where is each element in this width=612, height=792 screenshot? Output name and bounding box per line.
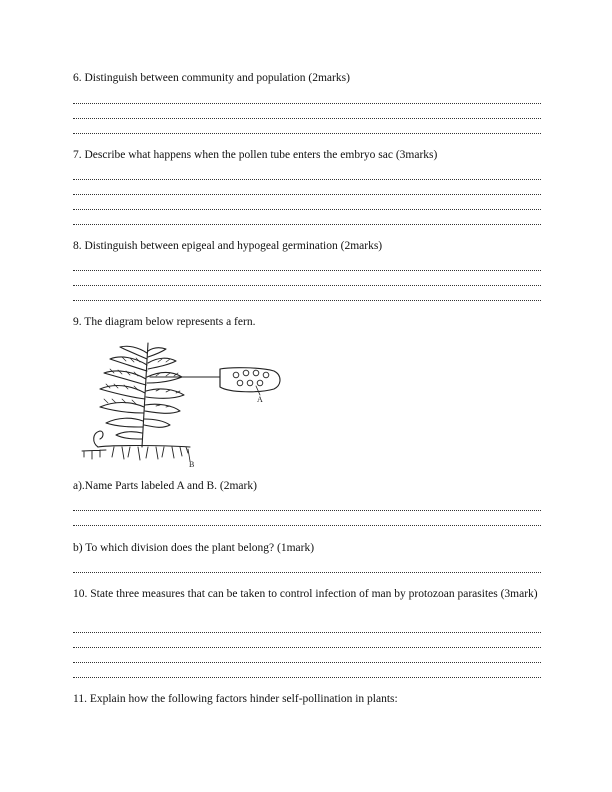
fern-pinnae-right <box>144 348 184 428</box>
fern-pinnae-left <box>100 346 147 439</box>
answer-line <box>73 656 541 663</box>
answer-line <box>73 566 541 573</box>
answer-line <box>73 173 541 180</box>
answer-line <box>73 519 541 526</box>
answer-line <box>73 127 541 134</box>
label-a-pointer <box>256 386 260 395</box>
question-6: 6. Distinguish between community and population (2marks) <box>73 72 350 84</box>
question-7: 7. Describe what happens when the pollen tube enters the embryo sac (3marks) <box>73 149 438 161</box>
answer-line <box>73 218 541 225</box>
question-9a: a).Name Parts labeled A and B. (2mark) <box>73 480 257 492</box>
answer-line <box>73 112 541 119</box>
fern-diagram <box>70 335 290 470</box>
answer-line <box>73 671 541 678</box>
question-9b: b) To which division does the plant belong? (1mark) <box>73 542 315 554</box>
fern-leaflet-veins <box>104 357 180 407</box>
diagram-label-a: A <box>257 395 263 404</box>
magnified-pinna <box>220 368 280 392</box>
question-10: 10. State three measures that can be taken to control infection of man by protozoan parasites (3mark) <box>73 588 538 600</box>
answer-line <box>73 279 541 286</box>
question-8: 8. Distinguish between epigeal and hypogeal germination (2marks) <box>73 240 383 252</box>
answer-line <box>73 203 541 210</box>
answer-line <box>73 504 541 511</box>
answer-line <box>73 294 541 301</box>
sori <box>233 370 269 386</box>
answer-line <box>73 97 541 104</box>
fern-roots <box>82 447 188 460</box>
fern-young-frond <box>94 431 103 447</box>
answer-line <box>73 626 541 633</box>
answer-line <box>73 264 541 271</box>
diagram-label-b: B <box>189 460 195 469</box>
fern-rhizome <box>98 446 190 448</box>
question-9: 9. The diagram below represents a fern. <box>73 316 256 328</box>
answer-line <box>73 188 541 195</box>
answer-line <box>73 641 541 648</box>
question-11: 11. Explain how the following factors hinder self-pollination in plants: <box>73 693 398 705</box>
